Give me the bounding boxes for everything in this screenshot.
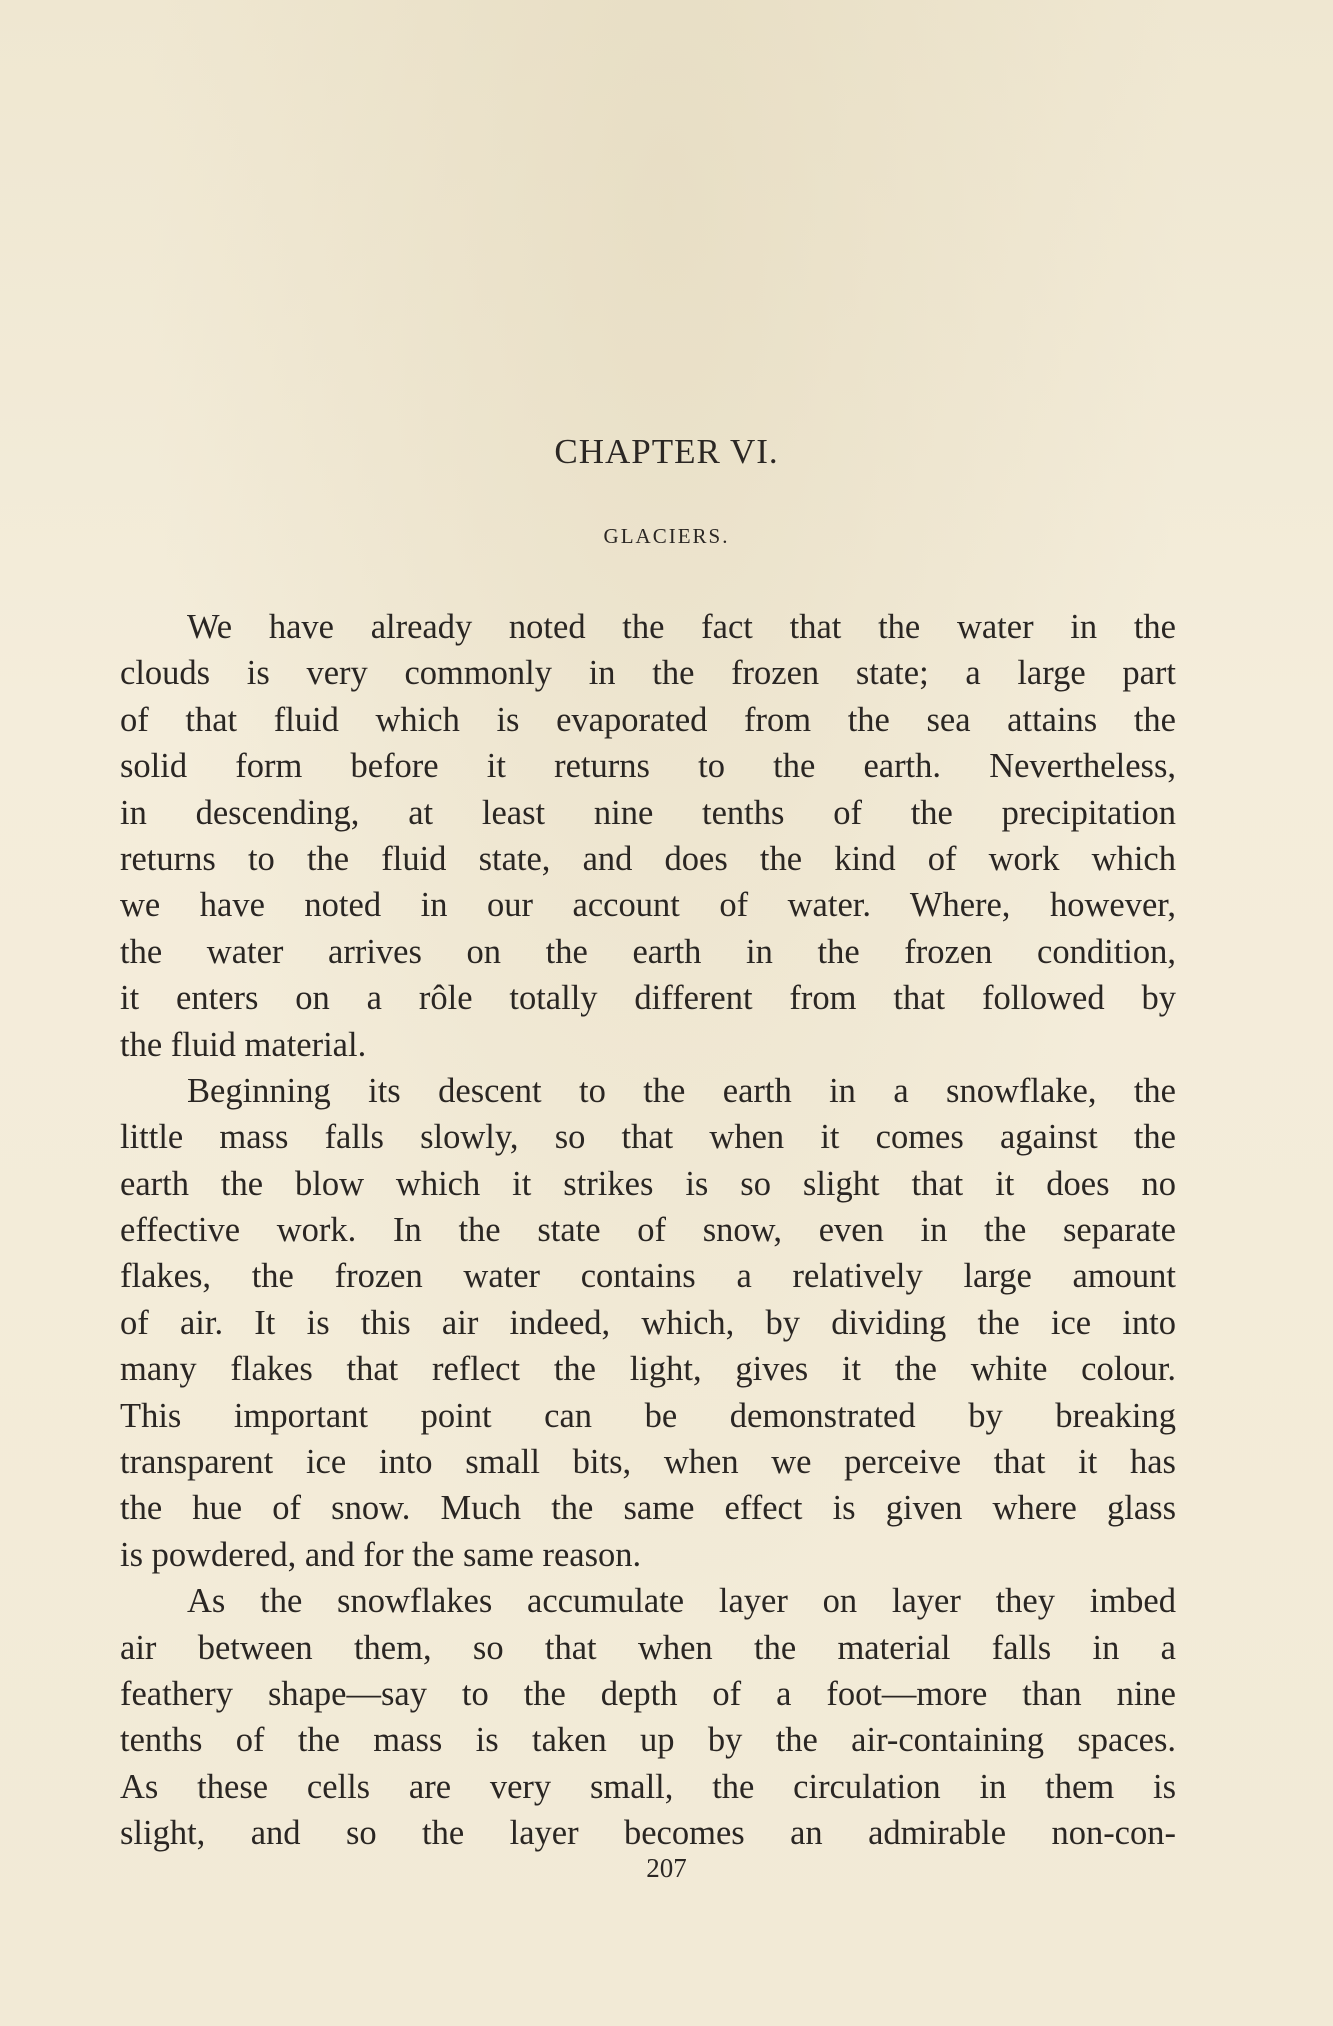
text-line: flakes, the frozen water contains a relatively large amount <box>120 1257 1176 1296</box>
text-line: slight, and so the layer becomes an admirable non-con- <box>120 1814 1176 1853</box>
page-number: 207 <box>646 1853 687 1883</box>
text-line: transparent ice into small bits, when we perceive that it has <box>120 1443 1176 1482</box>
text-line: we have noted in our account of water. Where, however, <box>120 886 1176 925</box>
text-line: feathery shape—say to the depth of a foot—more than nine <box>120 1674 1176 1713</box>
text-line: of that fluid which is evaporated from the sea attains the <box>120 700 1176 739</box>
text-line: Beginning its descent to the earth in a snowflake, the <box>187 1071 1176 1110</box>
text-line: returns to the fluid state, and does the kind of work which <box>120 839 1176 878</box>
text-line: As the snowflakes accumulate layer on layer they imbed <box>187 1582 1176 1621</box>
text-line: in descending, at least nine tenths of the precipitation <box>120 793 1176 832</box>
body-text <box>120 604 1176 1857</box>
text-line: it enters on a rôle totally different from that followed by <box>120 979 1176 1018</box>
text-line: This important point can be demonstrated by breaking <box>120 1396 1176 1435</box>
text-line: As these cells are very small, the circulation in them is <box>120 1767 1176 1806</box>
text-line: many flakes that reflect the light, gives it the white colour. <box>120 1350 1176 1389</box>
text-line: effective work. In the state of snow, even in the separate <box>120 1211 1176 1250</box>
text-line: tenths of the mass is taken up by the air-containing spaces. <box>120 1721 1176 1760</box>
text-line: We have already noted the fact that the water in the <box>187 608 1176 646</box>
chapter-title: CHAPTER VI. <box>554 432 779 471</box>
text-line: clouds is very commonly in the frozen state; a large part <box>120 654 1176 693</box>
text-line: the water arrives on the earth in the frozen condition, <box>120 932 1176 971</box>
text-line: solid form before it returns to the earth. Nevertheless, <box>120 747 1176 786</box>
text-line: of air. It is this air indeed, which, by dividing the ice into <box>120 1303 1176 1342</box>
chapter-subtitle: GLACIERS. <box>603 524 730 548</box>
text-line: little mass falls slowly, so that when it comes against the <box>120 1118 1176 1157</box>
text-line: air between them, so that when the material falls in a <box>120 1628 1176 1667</box>
text-line: the fluid material. <box>120 1025 367 1064</box>
text-line: is powdered, and for the same reason. <box>120 1535 642 1574</box>
text-line: the hue of snow. Much the same effect is given where glass <box>120 1489 1176 1528</box>
text-line: earth the blow which it strikes is so slight that it does no <box>120 1164 1176 1203</box>
